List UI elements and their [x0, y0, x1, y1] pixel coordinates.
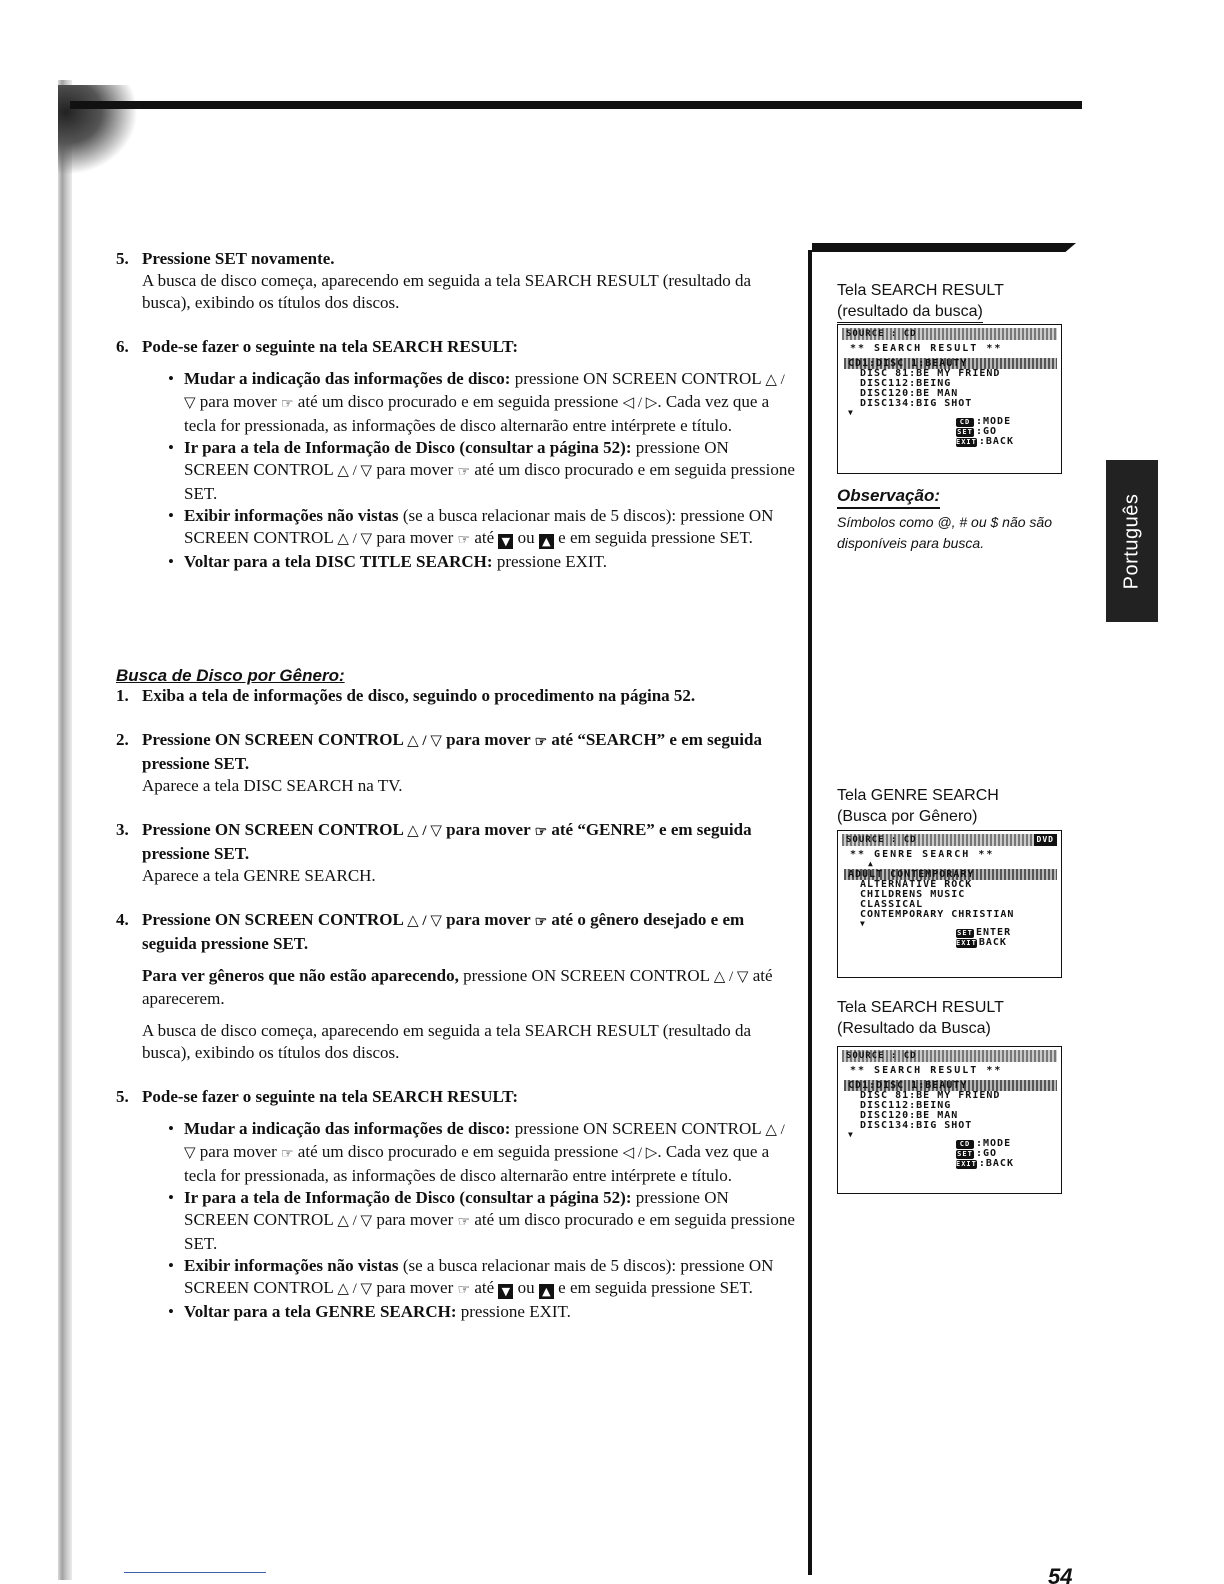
pointing-hand-icon: ☞ [457, 1215, 471, 1230]
up-down-arrows-icon: △ / ▽ [407, 913, 442, 929]
pointing-hand-icon: ☞ [534, 825, 548, 840]
up-down-arrows-icon: △ / ▽ [337, 1213, 373, 1229]
step-body: A busca de disco começa, aparecendo em seguida a tela SEARCH RESULT (resultado da busca), exibindo os títulos dos discos. [142, 271, 751, 312]
step-number: 5. [116, 249, 129, 268]
step-heading: Exiba a tela de informações de disco, seguindo o procedimento na página 52. [142, 686, 696, 705]
option-show-hidden: • Exibir informações não vistas (se a busca relacionar mais de 5 discos): pressione ON SCREEN CONTROL △ / ▽ para mover ☞ até ▼ ou ▲ e em seguida pressione SET. [184, 505, 796, 551]
pointing-hand-icon: ☞ [457, 533, 471, 548]
osd-row: DISC134:BIG SHOT [860, 398, 973, 409]
top-rule [70, 101, 1082, 109]
scroll-down-icon: ▼ [848, 408, 853, 417]
osd-search-result-1 [837, 324, 1062, 474]
genre-step-2 [116, 729, 796, 797]
step-heading: Pode-se fazer o seguinte na tela SEARCH RESULT: [142, 337, 519, 356]
up-down-arrows-icon: △ / ▽ [337, 531, 373, 547]
osd-row: CLASSICAL [860, 899, 924, 910]
left-right-arrows-icon: ◁ / ▷ [622, 1145, 658, 1161]
option-show-hidden: • Exibir informações não vistas (se a busca relacionar mais de 5 discos): pressione ON SCREEN CONTROL △ / ▽ para mover ☞ até ▼ ou ▲ e em seguida pressione SET. [184, 1255, 796, 1301]
step-number: 6. [116, 337, 129, 356]
step-number: 1. [116, 686, 129, 705]
step-heading: Pressione ON SCREEN CONTROL △ / ▽ para mover ☞ até “SEARCH” e em seguida pressione SET. [142, 730, 762, 773]
osd-row: DISC112:BEING [860, 1100, 952, 1111]
pointing-hand-icon: ☞ [280, 397, 294, 412]
step-body: Aparece a tela GENRE SEARCH. [142, 866, 376, 885]
osd-genre-search [837, 830, 1062, 978]
step-number: 4. [116, 910, 129, 929]
step-note-genres: Para ver gêneros que não estão aparecendo, pressione ON SCREEN CONTROL △ / ▽ até aparecerem. [142, 966, 773, 1008]
genre-step-5 [116, 1086, 796, 1323]
step-heading: Pressione ON SCREEN CONTROL △ / ▽ para mover ☞ até o gênero desejado e em seguida pressione SET. [142, 910, 745, 953]
step-heading: Pressione ON SCREEN CONTROL △ / ▽ para mover ☞ até “GENRE” e em seguida pressione SET. [142, 820, 752, 863]
osd-row: DISC 81:BE MY FRIEND [860, 368, 1001, 379]
language-tab [1106, 460, 1158, 622]
osd-option: EXIT :BACK [956, 1158, 1014, 1169]
scroll-up-icon: ▲ [868, 859, 873, 868]
step-heading: Pressione SET novamente. [142, 249, 335, 268]
option-go-disc-info: • Ir para a tela de Informação de Disco (consultar a página 52): pressione ON SCREEN CONTROL △ / ▽ para mover ☞ até um disco procurado e em seguida pressione SET. [184, 437, 796, 505]
osd-source-bar: SOURCE : CD DVD [842, 834, 1057, 846]
option-list [142, 368, 796, 573]
osd-row: DISC120:BE MAN [860, 388, 959, 399]
pointing-hand-icon: ☞ [280, 1147, 294, 1162]
set-key-icon: SET [957, 929, 973, 937]
up-down-arrows-icon: △ / ▽ [184, 1122, 785, 1161]
up-down-arrows-icon: △ / ▽ [184, 372, 785, 411]
sidebar-top-bar [812, 243, 1076, 252]
osd-row: DISC120:BE MAN [860, 1110, 959, 1121]
option-go-disc-info: • Ir para a tela de Informação de Disco (consultar a página 52): pressione ON SCREEN CONTROL △ / ▽ para mover ☞ até um disco procurado e em seguida pressione SET. [184, 1187, 796, 1255]
option-change-info: • Mudar a indicação das informações de disco: pressione ON SCREEN CONTROL △ / ▽ para mover ☞ até um disco procurado e em seguida pressione ◁ / ▷. Cada vez que a tecla for pressionada, as informações de disco alternarão entre intérprete e título. [184, 1118, 796, 1187]
scan-shadow [58, 85, 138, 175]
down-key-icon: ▼ [498, 534, 513, 549]
up-down-arrows-icon: △ / ▽ [337, 1281, 373, 1297]
osd-selected-row: CD1:DISC 1:BEAUTY [844, 358, 1057, 369]
option-back: • Voltar para a tela DISC TITLE SEARCH: pressione EXIT. [184, 551, 796, 573]
genre-step-3 [116, 819, 796, 887]
genre-step-4 [116, 909, 796, 1064]
left-right-arrows-icon: ◁ / ▷ [622, 395, 658, 411]
pointing-hand-icon: ☞ [534, 915, 548, 930]
osd-row: DISC112:BEING [860, 378, 952, 389]
osd-source-bar: SOURCE : CD [842, 1050, 1057, 1062]
osd-title: ** GENRE SEARCH ** [850, 849, 995, 860]
genre-step-1 [116, 685, 796, 707]
osd-option: SET ENTER [957, 927, 1012, 938]
option-back: • Voltar para a tela GENRE SEARCH: pressione EXIT. [184, 1301, 796, 1323]
pointing-hand-icon: ☞ [457, 1283, 471, 1298]
option-list [142, 1118, 796, 1323]
up-down-arrows-icon: △ / ▽ [407, 733, 442, 749]
page-number: 54 [1048, 1564, 1073, 1584]
up-key-icon: ▲ [539, 1284, 554, 1299]
dvd-badge: DVD [1034, 834, 1057, 846]
option-change-info: • Mudar a indicação das informações de disco: pressione ON SCREEN CONTROL △ / ▽ para mover ☞ até um disco procurado e em seguida pressione ◁ / ▷. Cada vez que a tecla for pressionada, as informações de disco alternarão entre intérprete e título. [184, 368, 796, 437]
scroll-down-icon: ▼ [860, 919, 865, 928]
step-5-set-again [116, 248, 796, 314]
up-down-arrows-icon: △ / ▽ [713, 969, 749, 985]
osd-title: ** SEARCH RESULT ** [850, 343, 1003, 354]
osd-option: EXIT BACK [956, 937, 1007, 948]
caption-genre-search: Tela GENRE SEARCH (Busca por Gênero) [837, 787, 999, 825]
osd-option: EXIT :BACK [956, 436, 1014, 447]
language-tab-label: Português [1120, 493, 1143, 589]
bottom-rule [124, 1572, 266, 1573]
osd-row: CONTEMPORARY CHRISTIAN [860, 909, 1015, 920]
step-6-search-result-options [116, 336, 796, 573]
cd-key-icon: CD [956, 418, 974, 427]
osd-search-result-2 [837, 1046, 1062, 1194]
osd-option: CD :MODE [838, 417, 1061, 427]
osd-source-bar: SOURCE : CD [842, 328, 1057, 340]
osd-option: CD :MODE [838, 1139, 1061, 1149]
step-body: Aparece a tela DISC SEARCH na TV. [142, 776, 403, 795]
set-key-icon: SET [957, 428, 973, 436]
caption-search-result-2: Tela SEARCH RESULT (Resultado da Busca) [837, 999, 1004, 1037]
osd-option: SET :GO [957, 426, 998, 437]
note-body: Símbolos como @, # ou $ não são disponíveis para busca. [837, 514, 1052, 551]
section-heading-genre-search: Busca de Disco por Gênero: [116, 666, 345, 685]
scroll-down-icon: ▼ [848, 1130, 853, 1139]
note-heading: Observação: [837, 486, 940, 509]
exit-key-icon: EXIT [956, 438, 977, 446]
up-down-arrows-icon: △ / ▽ [407, 823, 442, 839]
caption-search-result-1: Tela SEARCH RESULT (resultado da busca) [837, 280, 1004, 323]
osd-selected-row: ADULT CONTEMPORARY [844, 869, 1057, 880]
down-key-icon: ▼ [498, 1284, 513, 1299]
step-number: 2. [116, 730, 129, 749]
main-column [116, 248, 796, 1323]
pointing-hand-icon: ☞ [534, 735, 548, 750]
osd-option: SET :GO [957, 1148, 998, 1159]
exit-key-icon: EXIT [956, 1160, 977, 1168]
step-number: 3. [116, 820, 129, 839]
osd-row: ALTERNATIVE ROCK [860, 879, 973, 890]
cd-key-icon: CD [956, 1140, 974, 1149]
exit-key-icon: EXIT [956, 939, 977, 947]
sidebar-rule [808, 250, 812, 1575]
up-key-icon: ▲ [539, 534, 554, 549]
osd-row: DISC134:BIG SHOT [860, 1120, 973, 1131]
step-heading: Pode-se fazer o seguinte na tela SEARCH RESULT: [142, 1087, 519, 1106]
set-key-icon: SET [957, 1150, 973, 1158]
up-down-arrows-icon: △ / ▽ [337, 463, 373, 479]
step-body: A busca de disco começa, aparecendo em seguida a tela SEARCH RESULT (resultado da busca), exibindo os títulos dos discos. [142, 1021, 751, 1062]
step-number: 5. [116, 1087, 129, 1106]
osd-row: DISC 81:BE MY FRIEND [860, 1090, 1001, 1101]
pointing-hand-icon: ☞ [457, 465, 471, 480]
osd-selected-row: CD1:DISC 1:BEAUTY [844, 1080, 1057, 1091]
scan-edge [58, 80, 72, 1580]
osd-row: CHILDRENS MUSIC [860, 889, 966, 900]
osd-title: ** SEARCH RESULT ** [850, 1065, 1003, 1076]
